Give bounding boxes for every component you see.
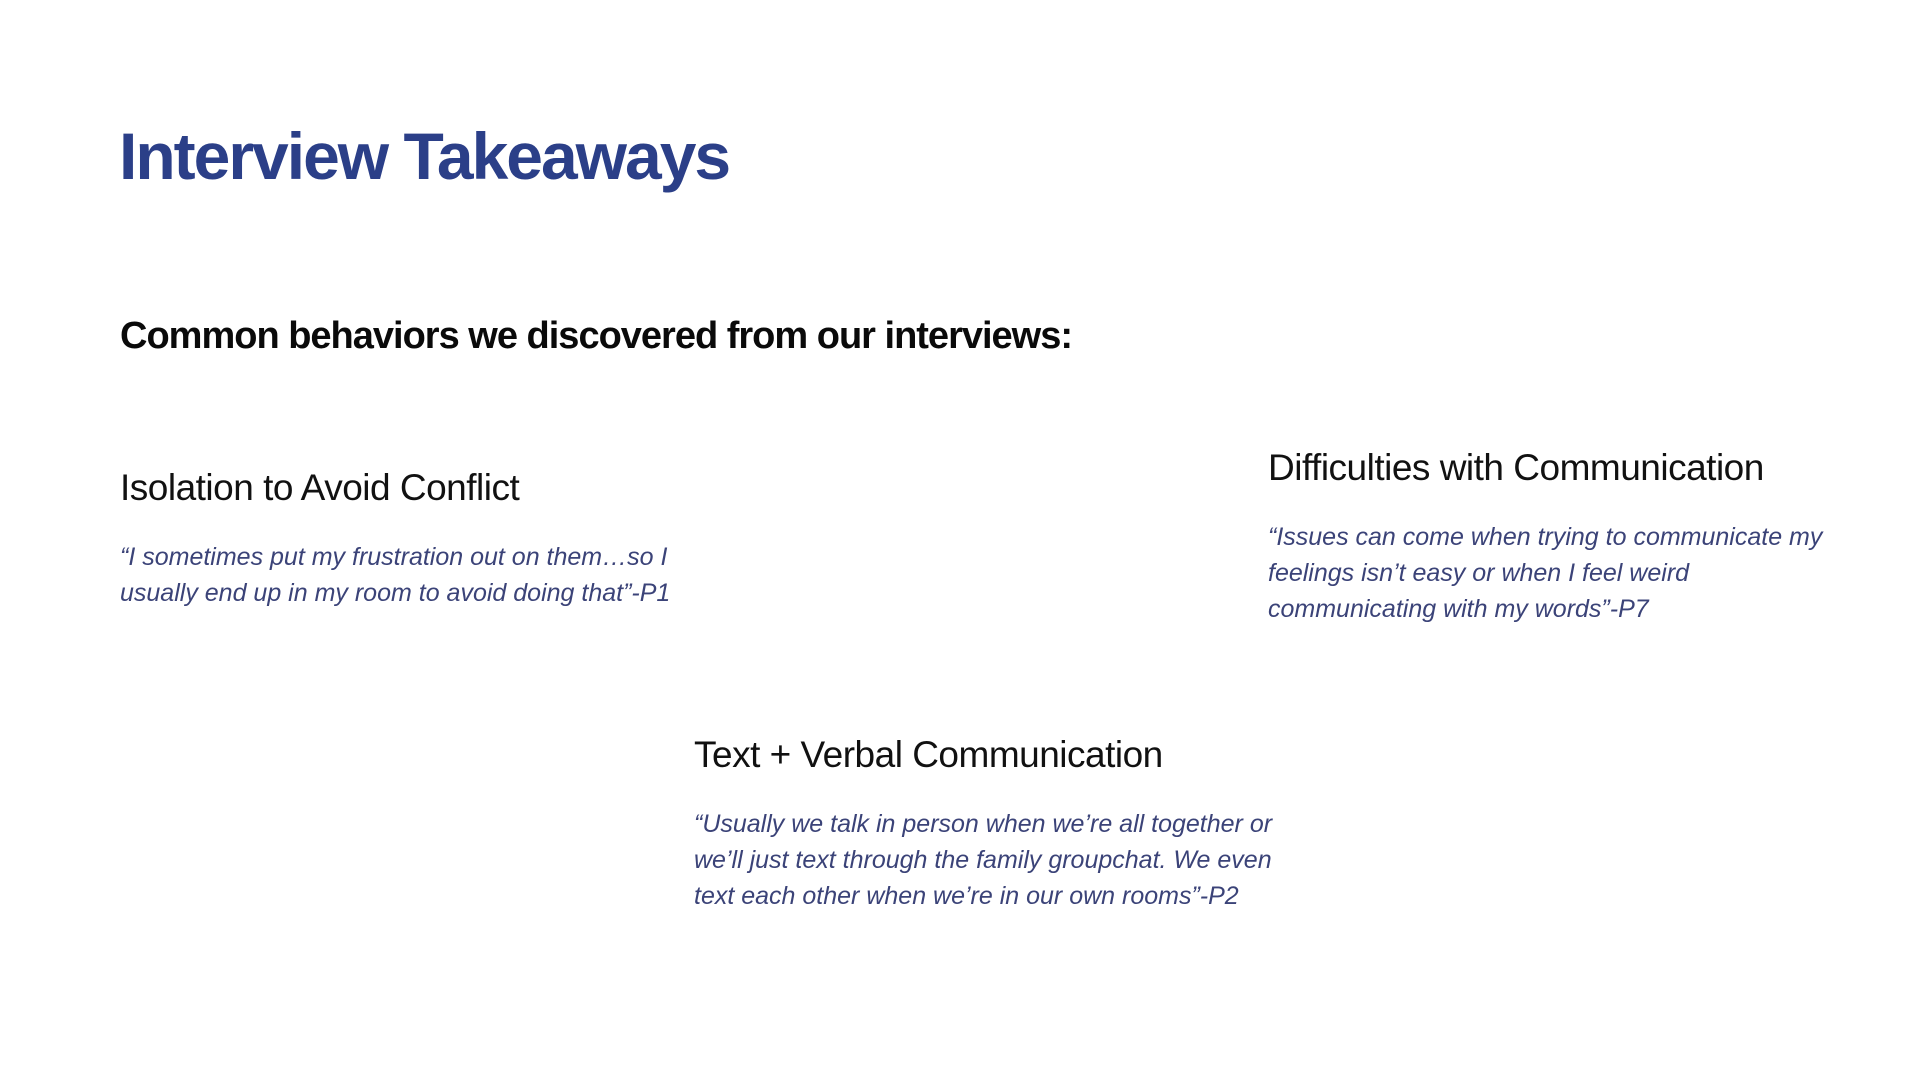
behavior-quote: “Usually we talk in person when we’re all together or we’ll just text through the family groupchat. We even text each other when we’re in our own rooms”-P2 xyxy=(694,810,1273,910)
behavior-quote: “Issues can come when trying to communicate my feelings isn’t easy or when I feel weird communicating with my words”-P7 xyxy=(1268,523,1823,623)
slide-subtitle: Common behaviors we discovered from our interviews: xyxy=(120,315,1073,357)
behavior-quote: “I sometimes put my frustration out on them…so I usually end up in my room to avoid doing that”-P1 xyxy=(120,543,671,607)
behavior-card-difficulties xyxy=(1268,447,1858,627)
behavior-heading: Text + Verbal Communication xyxy=(694,734,1163,775)
behavior-card-isolation xyxy=(120,467,720,611)
behavior-heading: Difficulties with Communication xyxy=(1268,447,1764,488)
behavior-heading: Isolation to Avoid Conflict xyxy=(120,467,520,508)
behavior-card-text-verbal xyxy=(694,734,1284,914)
slide-title: Interview Takeaways xyxy=(119,119,730,193)
